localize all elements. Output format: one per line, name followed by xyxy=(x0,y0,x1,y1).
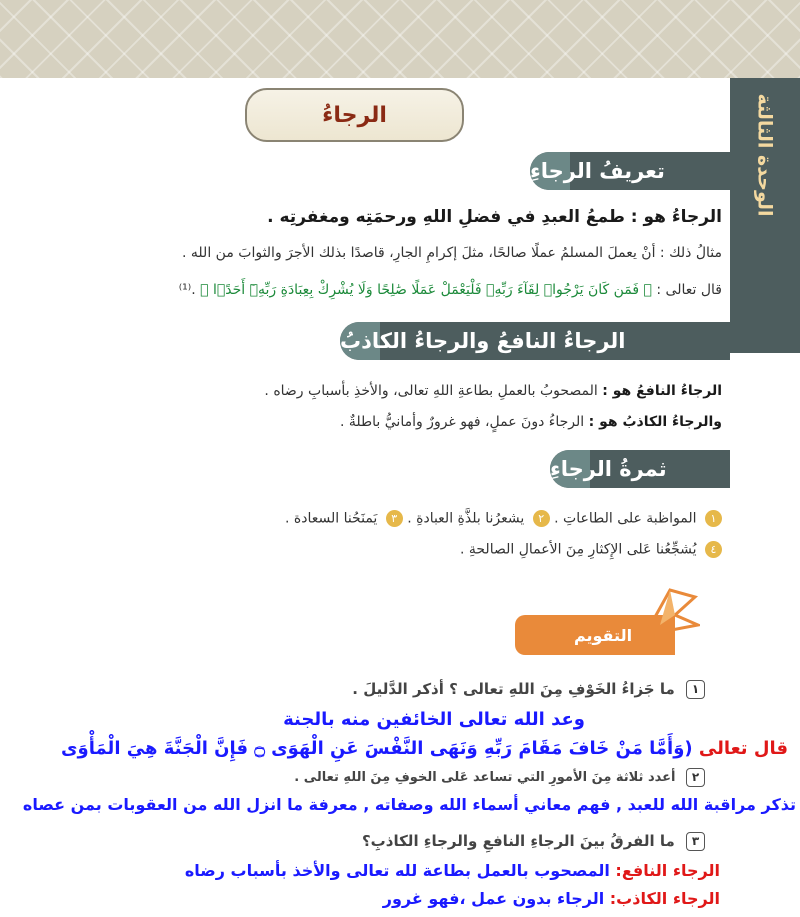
fruits-heading-text: ثمرةُ الرجاءِ xyxy=(550,457,667,481)
question-text: أعدد ثلاثة مِنَ الأمورِ التي تساعد عَلى الخوفِ مِنَ اللهِ تعالى . xyxy=(294,770,676,785)
answer-3-label-1: الرجاء النافع: xyxy=(615,861,720,880)
question-text: ما الفرقُ بينَ الرجاءِ النافعِ والرجاءِ الكاذبِ؟ xyxy=(361,832,675,850)
question-number: ٣ xyxy=(686,832,705,851)
answer-3-line-1 xyxy=(20,861,720,880)
verse-reference: .⁽¹⁾ xyxy=(178,282,196,298)
false-hope-term: والرجاءُ الكاذبُ هو : xyxy=(588,414,722,430)
answer-1-verse: (وَأَمَّا مَنْ خَافَ مَقَامَ رَبِّهِ وَنَهَى النَّفْسَ عَنِ الْهَوَى ۝ فَإِنَّ الْجَنَّةَ هِيَ الْمَأْوَى xyxy=(61,738,693,759)
fruits-line-2 xyxy=(20,541,722,558)
answer-1-line-2 xyxy=(0,738,788,759)
fruits-heading xyxy=(550,450,730,488)
fruit-number-badge: ٤ xyxy=(705,541,722,558)
answer-1-prefix: قال تعالى xyxy=(698,738,788,759)
unit-label-container xyxy=(730,80,800,230)
fruit-item-text: يُشجِّعُنا عَلى الإِكثارِ مِنَ الأعمالِ الصالحةِ . xyxy=(459,541,697,558)
answer-3-text-1: المصحوب بالعمل بطاعة لله تعالى والأخذ بأسباب رضاه xyxy=(184,861,610,880)
useful-hope-term: الرجاءُ النافعُ هو : xyxy=(602,383,722,399)
verse-close-bracket: ﴾ xyxy=(200,282,209,298)
false-hope-line xyxy=(20,414,722,430)
types-heading xyxy=(340,322,730,360)
definition-heading xyxy=(530,152,730,190)
unit-label: الوحدة الثالثة xyxy=(753,93,776,217)
fruit-number-badge: ٢ xyxy=(533,510,550,527)
question-text: ما جَزاءُ الخَوْفِ مِنَ اللهِ تعالى ؟ أذكر الدَّليلَ . xyxy=(352,680,675,698)
fruits-line-1 xyxy=(20,510,722,527)
question-1 xyxy=(20,680,705,699)
question-3 xyxy=(20,832,705,851)
fruit-number-badge: ٣ xyxy=(386,510,403,527)
evaluation-label: التقويم xyxy=(573,625,633,645)
answer-2: تذكر مراقبة الله للعبد , فهم معاني أسماء الله وصفاته , معرفة ما انزل الله من العقوبات بمن عصاه xyxy=(22,795,796,814)
answer-3-text-2: الرجاء بدون عمل ،فهو غرور xyxy=(382,889,605,908)
decorative-pattern-band xyxy=(0,0,800,78)
definition-text: الرجاءُ هو : طمعُ العبدِ في فضلِ اللهِ ورحمَتِه ومغفرتِه . xyxy=(267,207,722,227)
verse-text: فَمَن كَانَ يَرْجُوا۟ لِقَآءَ رَبِّهِۦ فَلْيَعْمَلْ عَمَلًا صَٰلِحًا وَلَا يُشْرِكْ بِعِبَادَةِ رَبِّهِۦٓ أَحَدًۢا xyxy=(212,282,640,298)
verse-line xyxy=(20,282,722,298)
fruit-number-badge: ١ xyxy=(705,510,722,527)
fruit-item-text: المواظبة على الطاعاتِ . xyxy=(554,510,697,527)
definition-heading-text: تعريفُ الرجاءِ xyxy=(530,159,665,183)
fruit-item-text: يَمنَحُنا السعادة . xyxy=(284,510,378,527)
useful-hope-text: المصحوبُ بالعملِ بطاعةِ اللهِ تعالى، والأخذِ بأسبابِ رضاه . xyxy=(264,383,598,399)
verse-open-bracket: ﴿ xyxy=(643,282,652,298)
answer-3-line-2 xyxy=(20,889,720,908)
useful-hope-line xyxy=(20,383,722,399)
verse-prefix: قال تعالى : xyxy=(656,282,722,298)
lesson-title: الرجاءُ xyxy=(245,88,464,142)
example-text: مثالُ ذلك : أنْ يعملَ المسلمُ عملًا صالحًا، مثلَ إكرامِ الجارِ، قاصدًا بذلك الأجرَ والثوابَ من الله . xyxy=(182,245,722,261)
types-heading-text: الرجاءُ النافعُ والرجاءُ الكاذبُ xyxy=(340,329,626,353)
answer-3-label-2: الرجاء الكاذب: xyxy=(609,889,720,908)
question-2 xyxy=(20,768,705,787)
question-number: ١ xyxy=(686,680,705,699)
fruit-item-text: يشعرُنا بلذَّةِ العبادةِ . xyxy=(407,510,525,527)
answer-1-line-1: وعد الله تعالى الخائفين منه بالجنة xyxy=(283,709,585,730)
question-number: ٢ xyxy=(686,768,705,787)
false-hope-text: الرجاءُ دونَ عملٍ، فهو غرورٌ وأمانيُّ باطلةٌ . xyxy=(339,414,585,430)
